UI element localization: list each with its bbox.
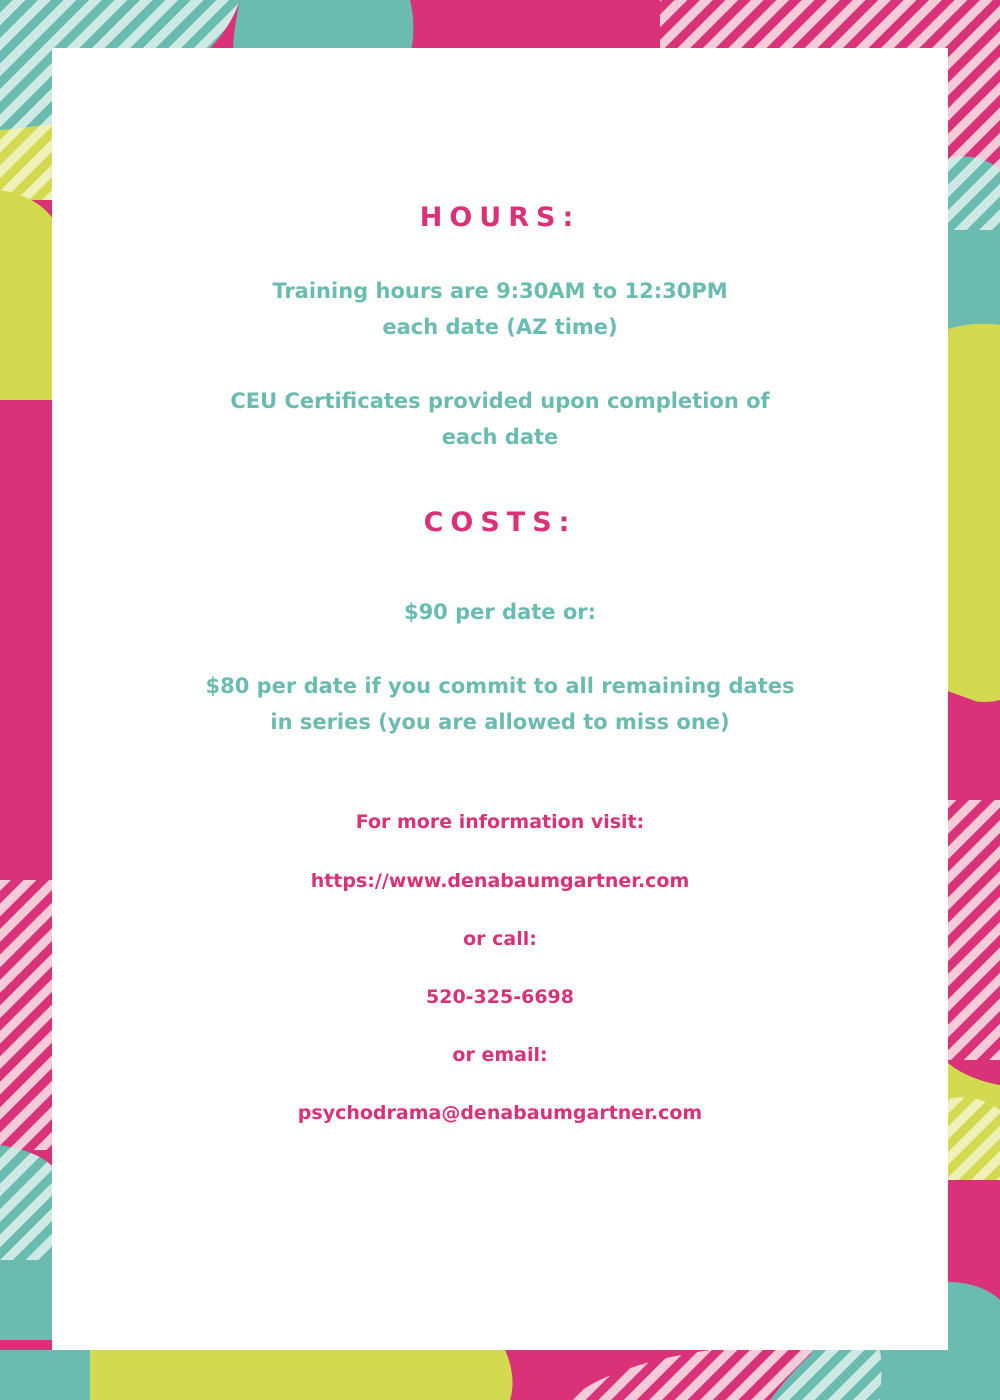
series-cost-line1: $80 per date if you commit to all remaining dates (205, 674, 795, 698)
training-hours-line2: each date (AZ time) (382, 315, 618, 339)
email-address[interactable]: psychodrama@denabaumgartner.com (297, 1102, 703, 1124)
website-link[interactable]: https://www.denabaumgartner.com (310, 870, 690, 892)
costs-heading: COSTS: (423, 507, 577, 538)
ceu-certificates-line2: each date (441, 425, 559, 449)
email-label: or email: (452, 1044, 548, 1066)
series-cost-line2: in series (you are allowed to miss one) (270, 710, 730, 734)
hours-heading: HOURS: (419, 202, 581, 233)
more-info-label: For more information visit: (355, 811, 645, 833)
single-date-cost: $90 per date or: (403, 600, 597, 624)
training-hours-line1: Training hours are 9:30AM to 12:30PM (272, 279, 728, 303)
phone-number[interactable]: 520-325-6698 (426, 986, 574, 1008)
call-label: or call: (463, 928, 537, 950)
ceu-certificates-line1: CEU Certificates provided upon completion of (230, 389, 770, 413)
